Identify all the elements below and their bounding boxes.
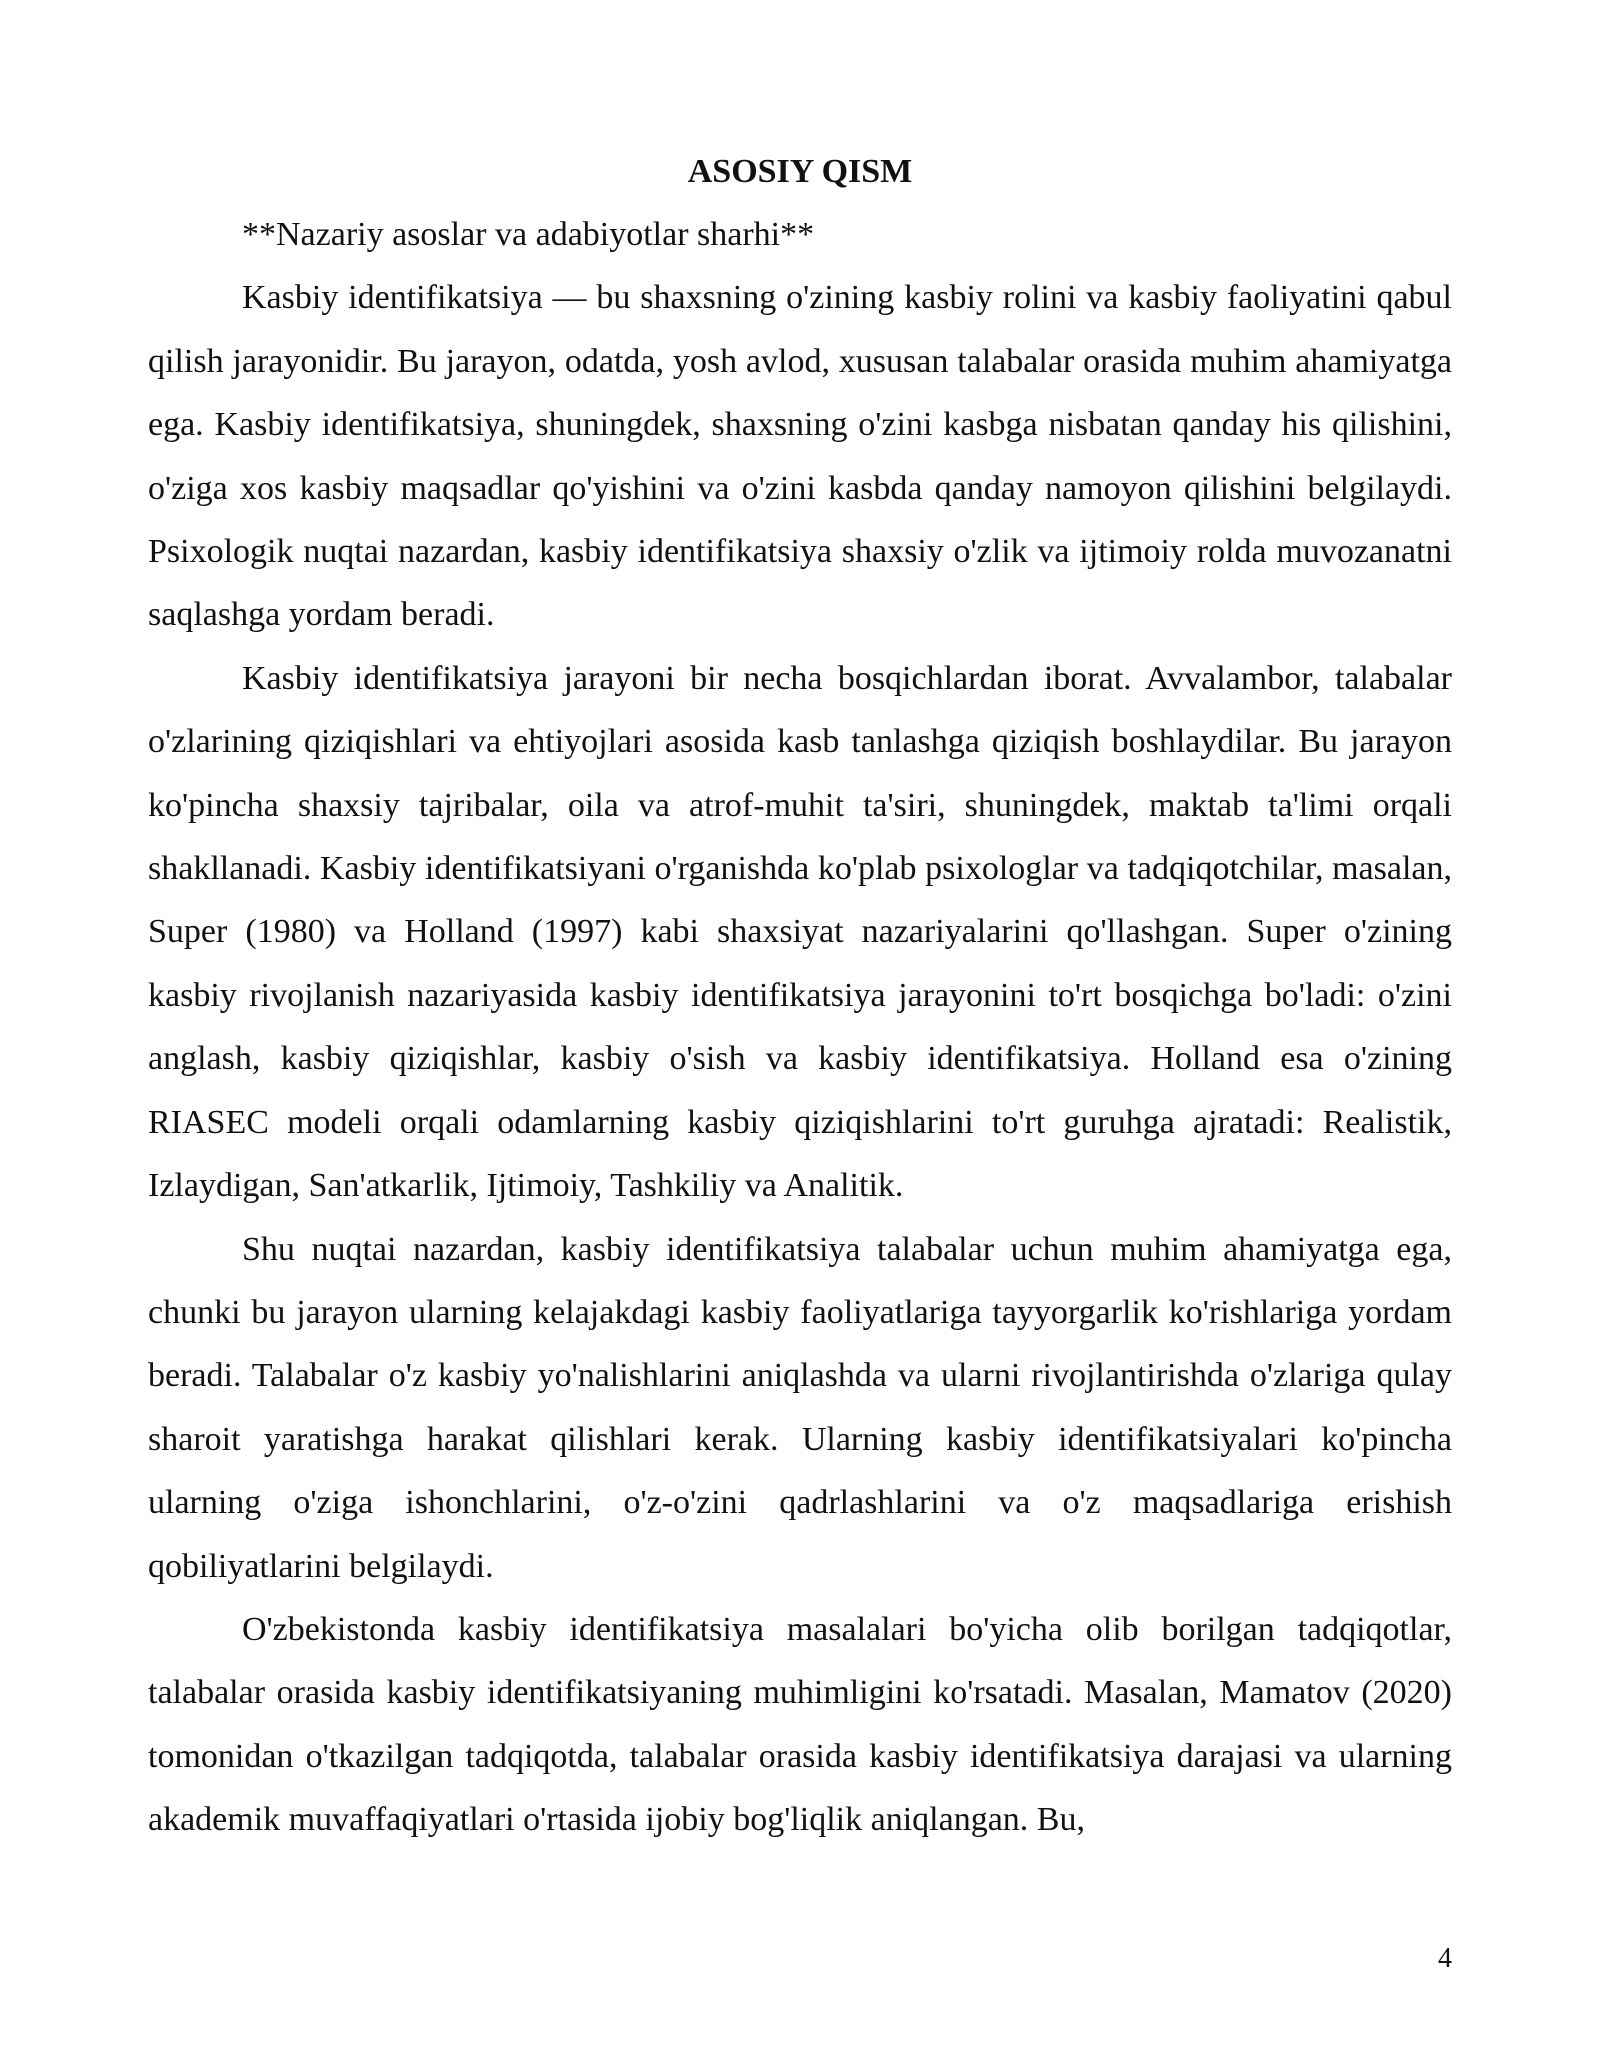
section-title: ASOSIY QISM bbox=[687, 153, 913, 190]
paragraph-4: O'zbekistonda kasbiy identifikatsiya masalalari bo'yicha olib borilgan tadqiqotlar, talabalar orasida kasbiy identifikatsiyaning muhimligini ko'rsatadi. Masalan, Mamatov (2020) tomonidan o'tkazilgan tadqiqotda, talabalar orasida kasbiy identifikatsiya darajasi va ularning akademik muvaffaqiyatlari o'rtasida ijobiy bog'liqlik aniqlangan. Bu, bbox=[148, 1610, 1452, 1839]
paragraph-2: Kasbiy identifikatsiya jarayoni bir necha bosqichlardan iborat. Avvalambor, talabalar o'zlarining qiziqishlari va ehtiyojlari asosida kasb tanlashga qiziqish boshlaydilar. Bu jarayon ko'pincha shaxsiy tajribalar, oila va atrof-muhit ta'siri, shuningdek, maktab ta'limi orqali shakllanadi. Kasbiy identifikatsiyani o'rganishda ko'plab psixologlar va tadqiqotchilar, masalan, Super (1980) va Holland (1997) kabi shaxsiyat nazariyalarini qo'llashgan. Super o'zining kasbiy rivojlanish nazariyasida kasbiy identifikatsiya jarayonini to'rt bosqichga bo'ladi: o'zini anglash, kasbiy qiziqishlar, kasbiy o'sish va kasbiy identifikatsiya. Holland esa o'zining RIASEC modeli orqali odamlarning kasbiy qiziqishlarini to'rt guruhga ajratadi: Realistik, Izlaydigan, San'atkarlik, Ijtimoiy, Tashkiliy va Analitik. bbox=[148, 659, 1452, 1205]
paragraph-1: Kasbiy identifikatsiya — bu shaxsning o'zining kasbiy rolini va kasbiy faoliyatini qabul qilish jarayonidir. Bu jarayon, odatda, yosh avlod, xususan talabalar orasida muhim ahamiyatga ega. Kasbiy identifikatsiya, shuningdek, shaxsning o'zini kasbga nisbatan qanday his qilishini, o'ziga xos kasbiy maqsadlar qo'yishini va o'zini kasbda qanday namoyon qilishini belgilaydi. Psixologik nuqtai nazardan, kasbiy identifikatsiya shaxsiy o'zlik va ijtimoiy rolda muvozanatni saqlashga yordam beradi. bbox=[148, 279, 1452, 634]
section-subtitle: **Nazariy asoslar va adabiyotlar sharhi** bbox=[242, 216, 815, 253]
paragraph-3: Shu nuqtai nazardan, kasbiy identifikatsiya talabalar uchun muhim ahamiyatga ega, chunki bu jarayon ularning kelajakdagi kasbiy faoliyatlariga tayyorgarlik ko'rishlariga yordam beradi. Talabalar o'z kasbiy yo'nalishlarini aniqlashda va ularni rivojlantirishda o'zlariga qulay sharoit yaratishga harakat qilishlari kerak. Ularning kasbiy identifikatsiyalari ko'pincha ularning o'ziga ishonchlarini, o'z-o'zini qadrlashlarini va o'z maqsadlariga erishish qobiliyatlarini belgilaydi. bbox=[148, 1230, 1452, 1585]
page-content bbox=[148, 140, 1452, 1852]
page-number: 4 bbox=[1438, 1943, 1452, 1974]
